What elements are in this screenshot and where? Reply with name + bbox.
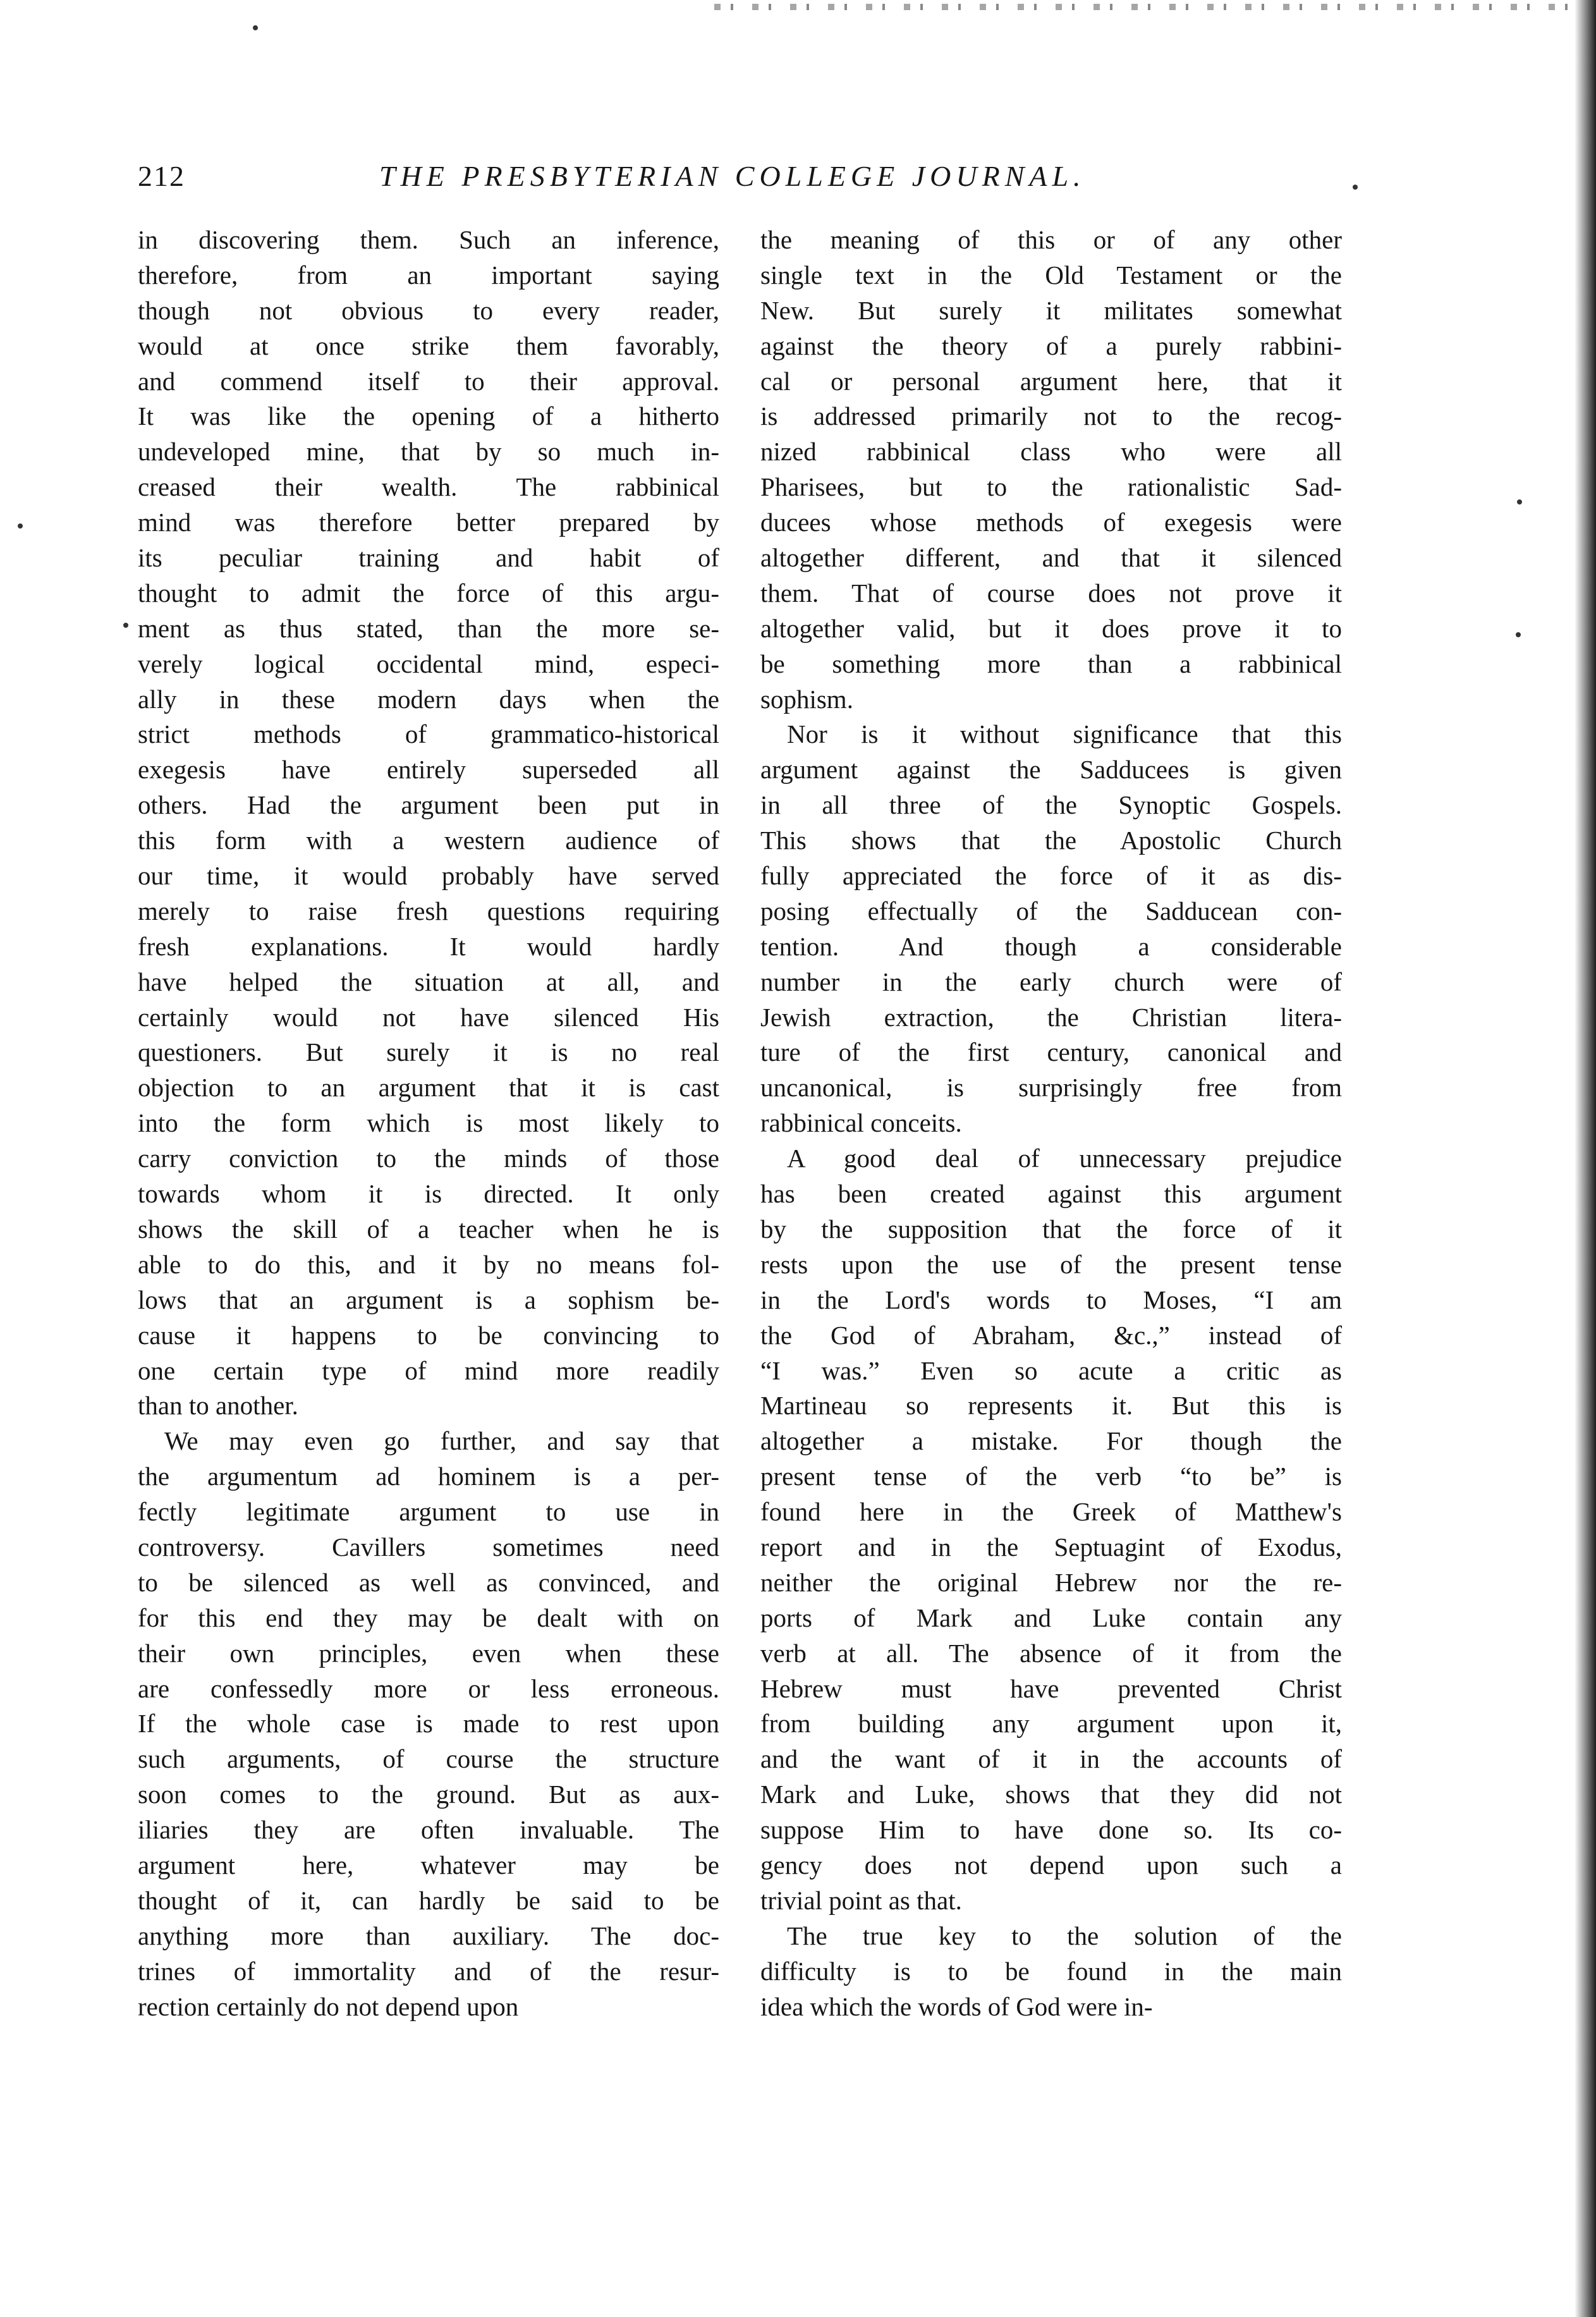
- text-line: our time, it would probably have served: [138, 861, 719, 891]
- text-line: posing effectually of the Sadducean con-: [760, 896, 1342, 926]
- text-line: certainly would not have silenced His: [138, 1002, 719, 1032]
- text-line: number in the early church were of: [760, 967, 1342, 996]
- text-line: altogether different, and that it silenced: [760, 543, 1342, 573]
- text-line: one certain type of mind more readily: [138, 1355, 719, 1385]
- scan-edge-artifact: [1575, 0, 1596, 2317]
- text-line: creased their wealth. The rabbinical: [138, 472, 719, 502]
- text-line: strict methods of grammatico-historical: [138, 719, 719, 749]
- text-line: Jewish extraction, the Christian litera-: [760, 1002, 1342, 1032]
- text-line: cal or personal argument here, that it: [760, 366, 1342, 396]
- text-line: are confessedly more or less erroneous.: [138, 1673, 719, 1703]
- scan-speck: [123, 623, 128, 628]
- text-line: single text in the Old Testament or the: [760, 260, 1342, 290]
- text-line: Martineau so represents it. But this is: [760, 1391, 1342, 1421]
- text-line: thought of it, can hardly be said to be: [138, 1885, 719, 1915]
- text-line: towards whom it is directed. It only: [138, 1179, 719, 1209]
- text-line: gency does not depend upon such a: [760, 1850, 1342, 1880]
- text-line: able to do this, and it by no means fol-: [138, 1249, 719, 1279]
- text-line: cause it happens to be convincing to: [138, 1320, 719, 1350]
- text-line: fectly legitimate argument to use in: [138, 1497, 719, 1527]
- text-line: argument here, whatever may be: [138, 1850, 719, 1880]
- text-line: Pharisees, but to the rationalistic Sad-: [760, 472, 1342, 502]
- text-line: in all three of the Synoptic Gospels.: [760, 790, 1342, 820]
- text-line: altogether valid, but it does prove it to: [760, 613, 1342, 643]
- text-line: therefore, from an important saying: [138, 260, 719, 290]
- text-line: trines of immortality and of the resur-: [138, 1956, 719, 1986]
- text-line: A good deal of unnecessary prejudice: [787, 1144, 1342, 1173]
- text-line: If the whole case is made to rest upon: [138, 1709, 719, 1739]
- text-line: though not obvious to every reader,: [138, 295, 719, 325]
- text-line: verb at all. The absence of it from the: [760, 1638, 1342, 1668]
- running-title: THE PRESBYTERIAN COLLEGE JOURNAL.: [379, 160, 1086, 192]
- text-line: soon comes to the ground. But as aux-: [138, 1780, 719, 1809]
- text-line: such arguments, of course the structure: [138, 1744, 719, 1774]
- text-line: carry conviction to the minds of those: [138, 1144, 719, 1173]
- text-line: this form with a western audience of: [138, 826, 719, 855]
- text-line: be something more than a rabbinical: [760, 649, 1342, 678]
- text-line: from building any argument upon it,: [760, 1709, 1342, 1739]
- text-line: difficulty is to be found in the main: [760, 1956, 1342, 1986]
- text-line: New. But surely it militates somewhat: [760, 295, 1342, 325]
- scan-speck: [1353, 185, 1358, 190]
- text-line: altogether a mistake. For though the: [760, 1426, 1342, 1456]
- scan-speck: [18, 523, 23, 529]
- text-line: others. Had the argument been put in: [138, 790, 719, 820]
- text-line: rests upon the use of the present tense: [760, 1249, 1342, 1279]
- text-line: mind was therefore better prepared by: [138, 508, 719, 537]
- text-line: than to another.: [138, 1391, 298, 1421]
- text-line: Mark and Luke, shows that they did not: [760, 1780, 1342, 1809]
- text-line: It was like the opening of a hitherto: [138, 401, 719, 431]
- text-line: them. That of course does not prove it: [760, 578, 1342, 608]
- text-line: nized rabbinical class who were all: [760, 437, 1342, 467]
- text-line: We may even go further, and say that: [164, 1426, 719, 1456]
- text-line: by the supposition that the force of it: [760, 1214, 1342, 1244]
- text-column-left: [138, 223, 719, 2024]
- text-line: fully appreciated the force of it as dis-: [760, 861, 1342, 891]
- text-line: uncanonical, is surprisingly free from: [760, 1073, 1342, 1103]
- scan-speck: [1516, 632, 1521, 637]
- text-line: fresh explanations. It would hardly: [138, 931, 719, 961]
- text-column-right: [760, 223, 1342, 2024]
- text-line: “I was.” Even so acute a critic as: [760, 1355, 1342, 1385]
- text-line: merely to raise fresh questions requiring: [138, 896, 719, 926]
- text-line: found here in the Greek of Matthew's: [760, 1497, 1342, 1527]
- text-line: suppose Him to have done so. Its co-: [760, 1815, 1342, 1845]
- text-line: and commend itself to their approval.: [138, 366, 719, 396]
- text-line: the God of Abraham, &c.,” instead of: [760, 1320, 1342, 1350]
- text-line: ture of the first century, canonical and: [760, 1037, 1342, 1067]
- text-line: their own principles, even when these: [138, 1638, 719, 1668]
- text-line: undeveloped mine, that by so much in-: [138, 437, 719, 467]
- scan-speck: [253, 25, 258, 30]
- text-line: anything more than auxiliary. The doc-: [138, 1921, 719, 1950]
- text-line: and the want of it in the accounts of: [760, 1744, 1342, 1774]
- text-line: Hebrew must have prevented Christ: [760, 1673, 1342, 1703]
- text-line: has been created against this argument: [760, 1179, 1342, 1209]
- text-line: shows the skill of a teacher when he is: [138, 1214, 719, 1244]
- text-line: is addressed primarily not to the recog-: [760, 401, 1342, 431]
- text-line: ment as thus stated, than the more se-: [138, 613, 719, 643]
- text-line: in the Lord's words to Moses, “I am: [760, 1285, 1342, 1314]
- text-line: trivial point as that.: [760, 1885, 962, 1915]
- text-line: The true key to the solution of the: [787, 1921, 1342, 1950]
- text-line: controversy. Cavillers sometimes need: [138, 1532, 719, 1562]
- text-line: objection to an argument that it is cast: [138, 1073, 719, 1103]
- text-line: ally in these modern days when the: [138, 684, 719, 714]
- text-line: idea which the words of God were in-: [760, 1991, 1153, 2021]
- text-line: ducees whose methods of exegesis were: [760, 508, 1342, 537]
- text-line: the meaning of this or of any other: [760, 225, 1342, 254]
- text-line: in discovering them. Such an inference,: [138, 225, 719, 254]
- page-number: 212: [138, 160, 185, 192]
- text-line: present tense of the verb “to be” is: [760, 1462, 1342, 1491]
- text-line: rection certainly do not depend upon: [138, 1991, 519, 2021]
- text-line: for this end they may be dealt with on: [138, 1603, 719, 1632]
- text-line: Nor is it without significance that this: [787, 719, 1342, 749]
- text-line: sophism.: [760, 684, 853, 714]
- text-line: argument against the Sadducees is given: [760, 755, 1342, 785]
- text-line: its peculiar training and habit of: [138, 543, 719, 573]
- text-line: tention. And though a considerable: [760, 931, 1342, 961]
- text-line: ports of Mark and Luke contain any: [760, 1603, 1342, 1632]
- scan-speck: [1517, 499, 1522, 504]
- text-line: rabbinical conceits.: [760, 1108, 962, 1138]
- text-line: iliaries they are often invaluable. The: [138, 1815, 719, 1845]
- text-line: questioners. But surely it is no real: [138, 1037, 719, 1067]
- text-line: would at once strike them favorably,: [138, 331, 719, 360]
- text-line: verely logical occidental mind, especi-: [138, 649, 719, 678]
- text-line: thought to admit the force of this argu-: [138, 578, 719, 608]
- text-line: into the form which is most likely to: [138, 1108, 719, 1138]
- text-line: to be silenced as well as convinced, and: [138, 1567, 719, 1597]
- text-line: report and in the Septuagint of Exodus,: [760, 1532, 1342, 1562]
- text-line: have helped the situation at all, and: [138, 967, 719, 996]
- text-line: exegesis have entirely superseded all: [138, 755, 719, 785]
- scan-top-artifact: [714, 4, 1596, 10]
- text-line: This shows that the Apostolic Church: [760, 826, 1342, 855]
- text-line: against the theory of a purely rabbini-: [760, 331, 1342, 360]
- text-line: the argumentum ad hominem is a per-: [138, 1462, 719, 1491]
- text-line: neither the original Hebrew nor the re-: [760, 1567, 1342, 1597]
- text-line: lows that an argument is a sophism be-: [138, 1285, 719, 1314]
